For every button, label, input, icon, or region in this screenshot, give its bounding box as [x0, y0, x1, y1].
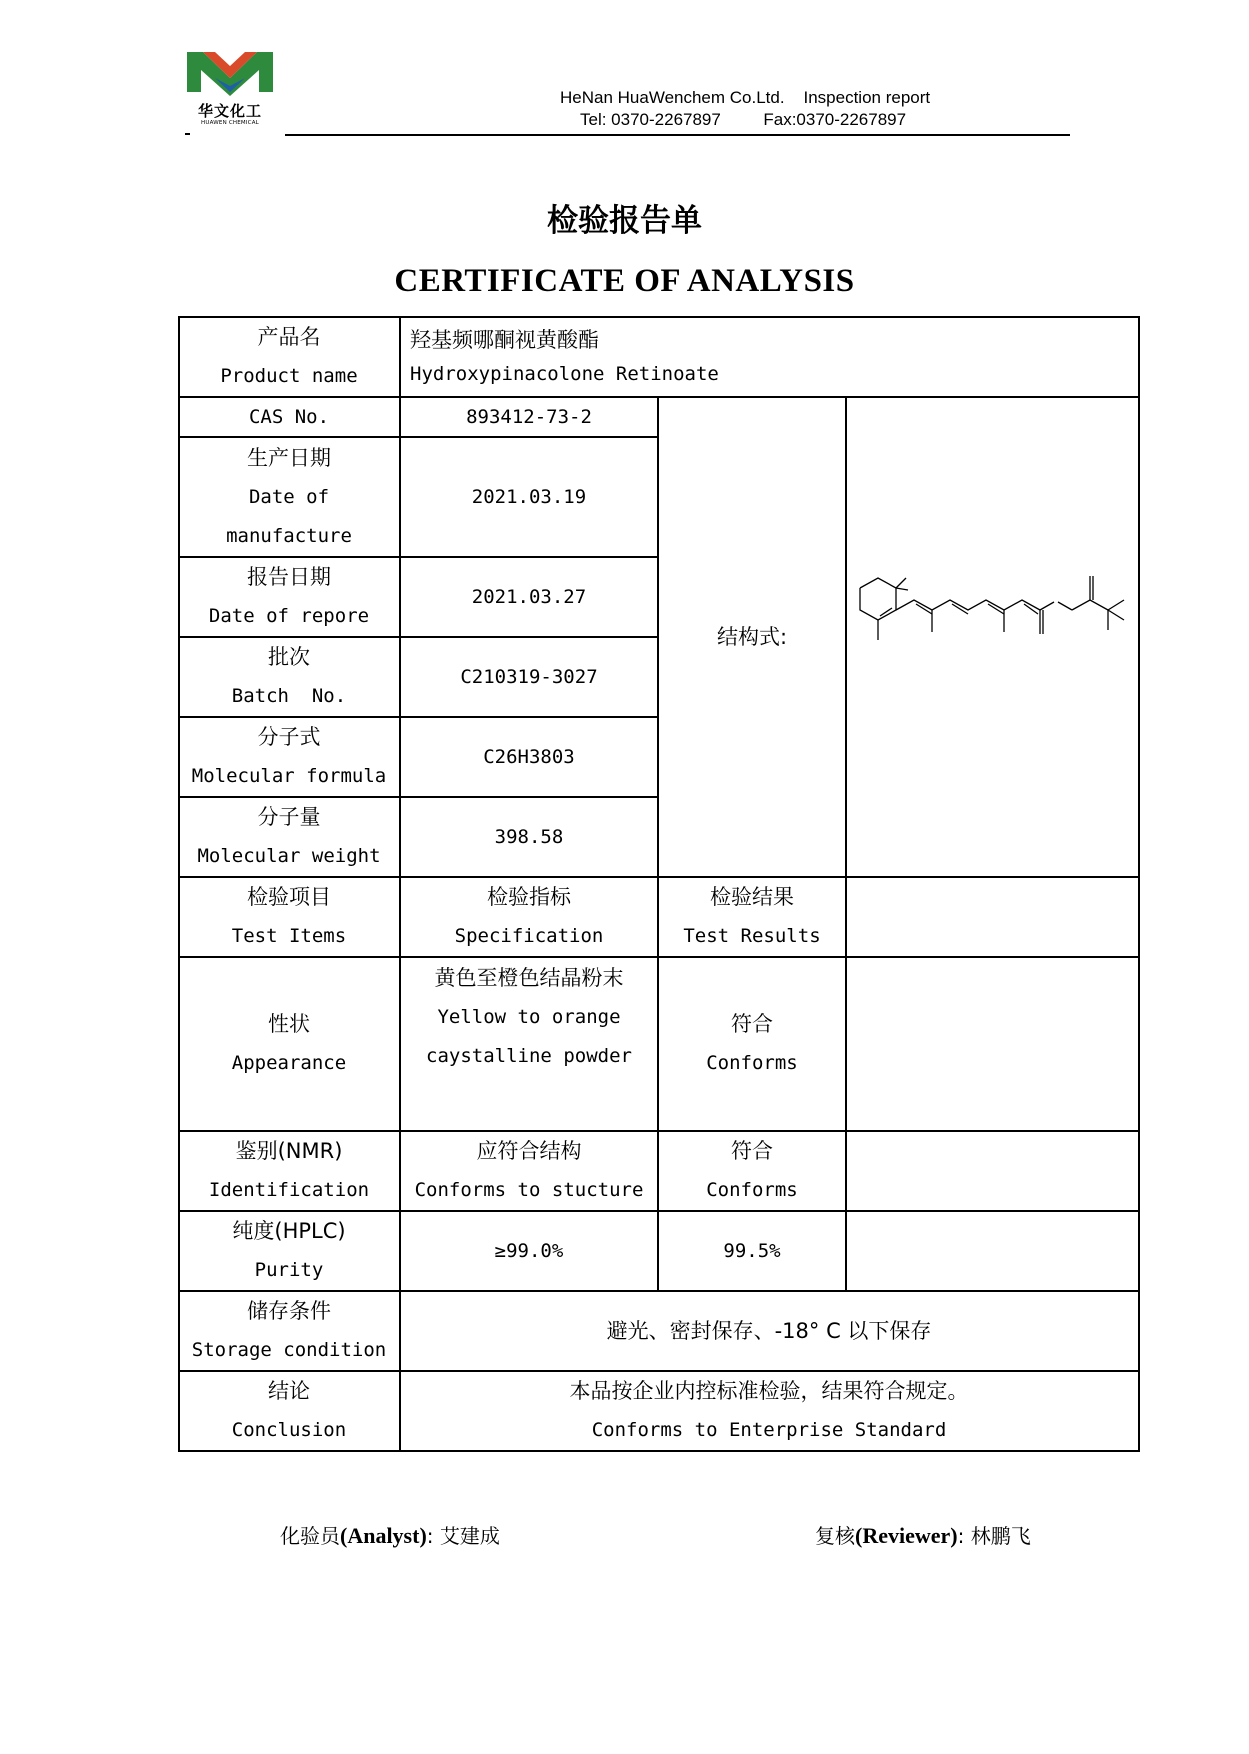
- structure-label-text: 结构式:: [716, 624, 788, 649]
- batch-value: [400, 637, 658, 717]
- table-border: [1138, 316, 1140, 1452]
- table-border: [178, 1210, 1140, 1212]
- table-border: [178, 636, 659, 638]
- table-border: [178, 396, 1140, 398]
- report-date: 2021.03.27: [471, 585, 587, 608]
- analyst-label-en: (Analyst): [340, 1523, 427, 1548]
- structure-formula-image: [848, 568, 1128, 658]
- storage-label-en: Storage condition: [191, 1339, 387, 1361]
- identification-item-cn: 鉴别(NMR): [235, 1139, 343, 1163]
- purity-spec-value: ≥99.0%: [494, 1239, 564, 1262]
- table-border: [845, 396, 847, 1292]
- purity-result-value: 99.5%: [723, 1239, 781, 1262]
- identification-result-cn: 符合: [731, 1139, 773, 1163]
- molecular-weight: 398.58: [494, 825, 564, 848]
- batch-number: C210319-3027: [460, 665, 598, 688]
- formula-label: [178, 717, 400, 797]
- manufacture-date-label: [178, 437, 400, 557]
- tel: Tel: 0370-2267897: [580, 110, 721, 129]
- results-header-en: Test Results: [683, 925, 821, 947]
- table-border: [178, 1130, 1140, 1132]
- identification-result: [658, 1131, 846, 1211]
- specification-header-cn: 检验指标: [487, 885, 571, 909]
- purity-result: [658, 1211, 846, 1291]
- molecule-drawing: [848, 568, 1128, 658]
- appearance-item-cn: 性状: [268, 1012, 310, 1036]
- purity-spec: [400, 1211, 658, 1291]
- appearance-result-cn: 符合: [731, 1012, 773, 1036]
- weight-value: [400, 797, 658, 877]
- reviewer-name: 林鹏飞: [970, 1524, 1031, 1548]
- title-en: CERTIFICATE OF ANALYSIS: [394, 263, 855, 299]
- specification-header-en: Specification: [454, 925, 604, 947]
- reviewer-signature: 复核(Reviewer): 林鹏飞: [815, 1523, 1031, 1548]
- product-label-cn: 产品名: [257, 325, 321, 349]
- table-border: [178, 556, 659, 558]
- batch-label-en: Batch No.: [231, 685, 347, 707]
- specification-header: [400, 877, 658, 957]
- test-items-header: [178, 877, 400, 957]
- reviewer-label-cn: 复核: [815, 1524, 855, 1548]
- cas-label-en: CAS No.: [248, 405, 330, 428]
- appearance-spec-en: Yellow to orange: [437, 1006, 621, 1028]
- manufacture-date: 2021.03.19: [471, 485, 587, 508]
- results-header-cn: 检验结果: [710, 885, 794, 909]
- storage-label-cn: 储存条件: [247, 1299, 331, 1323]
- molecular-formula: C26H3803: [483, 745, 575, 768]
- test-items-header-en: Test Items: [231, 925, 347, 947]
- weight-label-en: Molecular weight: [197, 845, 381, 867]
- appearance-spec: [400, 957, 658, 1131]
- appearance-result: [658, 957, 846, 1131]
- formula-value: [400, 717, 658, 797]
- batch-label: [178, 637, 400, 717]
- product-value: [400, 317, 1138, 397]
- storage-condition: 避光、密封保存、-18° C 以下保存: [606, 1318, 932, 1343]
- appearance-item-en: Appearance: [231, 1052, 347, 1074]
- purity-item-en: Purity: [254, 1259, 324, 1281]
- reviewer-label-en: (Reviewer): [855, 1523, 958, 1548]
- table-border: [178, 436, 659, 438]
- fax: Fax:0370-2267897: [763, 110, 907, 129]
- storage-value: [400, 1291, 1138, 1371]
- product-name-cn: 羟基频哪酮视黄酸酯: [410, 328, 599, 352]
- product-label-en: Product name: [220, 365, 358, 387]
- table-border: [399, 316, 401, 1452]
- product-name-en: Hydroxypinacolone Retinoate: [410, 363, 719, 385]
- results-header: [658, 877, 846, 957]
- logo-text-en: HUAWEN CHEMICAL: [201, 120, 259, 126]
- report-date-value: [400, 557, 658, 637]
- identification-item-en: Identification: [208, 1179, 370, 1201]
- batch-label-cn: 批次: [268, 645, 310, 669]
- identification-spec-cn: 应符合结构: [476, 1139, 582, 1163]
- formula-label-cn: 分子式: [257, 725, 321, 749]
- identification-item: [178, 1131, 400, 1211]
- report-date-label-cn: 报告日期: [247, 565, 331, 589]
- report-date-label: [178, 557, 400, 637]
- company-name: HeNan HuaWenchem Co.Ltd.: [560, 88, 785, 107]
- manufacture-date-value: [400, 437, 658, 557]
- test-items-header-cn: 检验项目: [247, 885, 331, 909]
- conclusion-label: [178, 1371, 400, 1451]
- table-border: [178, 956, 1140, 958]
- table-border: [178, 796, 659, 798]
- identification-result-en: Conforms: [706, 1179, 798, 1201]
- weight-label: [178, 797, 400, 877]
- conclusion-label-en: Conclusion: [231, 1419, 347, 1441]
- table-border: [178, 1450, 1140, 1452]
- product-label: [178, 317, 400, 397]
- analyst-name: 艾建成: [439, 1524, 500, 1548]
- conclusion-value-cn: 本品按企业内控标准检验，结果符合规定。: [569, 1379, 969, 1403]
- conclusion-value: [400, 1371, 1138, 1451]
- table-border: [178, 1370, 1140, 1372]
- table-border: [657, 396, 659, 1292]
- appearance-item: [178, 957, 400, 1131]
- analyst-signature: 化验员(Analyst): 艾建成: [280, 1523, 500, 1548]
- report-label: Inspection report: [803, 88, 931, 107]
- table-border: [178, 316, 180, 1452]
- manufacture-date-label-cn: 生产日期: [247, 445, 331, 470]
- structure-label: [658, 397, 846, 877]
- table-border: [178, 1290, 1140, 1292]
- purity-item: [178, 1211, 400, 1291]
- identification-spec-en: Conforms to stucture: [414, 1179, 644, 1201]
- table-border: [178, 716, 659, 718]
- manufacture-date-label-en2: manufacture: [226, 524, 352, 547]
- cas-number: 893412-73-2: [466, 405, 592, 428]
- purity-item-cn: 纯度(HPLC): [232, 1219, 346, 1243]
- appearance-spec-cn: 黄色至橙色结晶粉末: [434, 966, 624, 990]
- weight-label-cn: 分子量: [257, 805, 321, 829]
- appearance-spec-en2: caystalline powder: [426, 1045, 632, 1067]
- conclusion-label-cn: 结论: [268, 1379, 310, 1403]
- appearance-result-en: Conforms: [706, 1052, 798, 1074]
- logo-text-cn: 华文化工: [197, 102, 262, 120]
- report-date-label-en: Date of repore: [208, 605, 370, 627]
- storage-label: [178, 1291, 400, 1371]
- manufacture-date-label-en: Date of: [248, 485, 330, 508]
- formula-label-en: Molecular formula: [191, 765, 387, 787]
- title-cn: 检验报告单: [547, 203, 702, 239]
- table-border: [178, 316, 1140, 318]
- cas-label: [178, 397, 400, 437]
- conclusion-value-en: Conforms to Enterprise Standard: [591, 1419, 947, 1441]
- table-border: [178, 876, 1140, 878]
- identification-spec: [400, 1131, 658, 1211]
- cas-value: [400, 397, 658, 437]
- analyst-label-cn: 化验员: [280, 1524, 340, 1548]
